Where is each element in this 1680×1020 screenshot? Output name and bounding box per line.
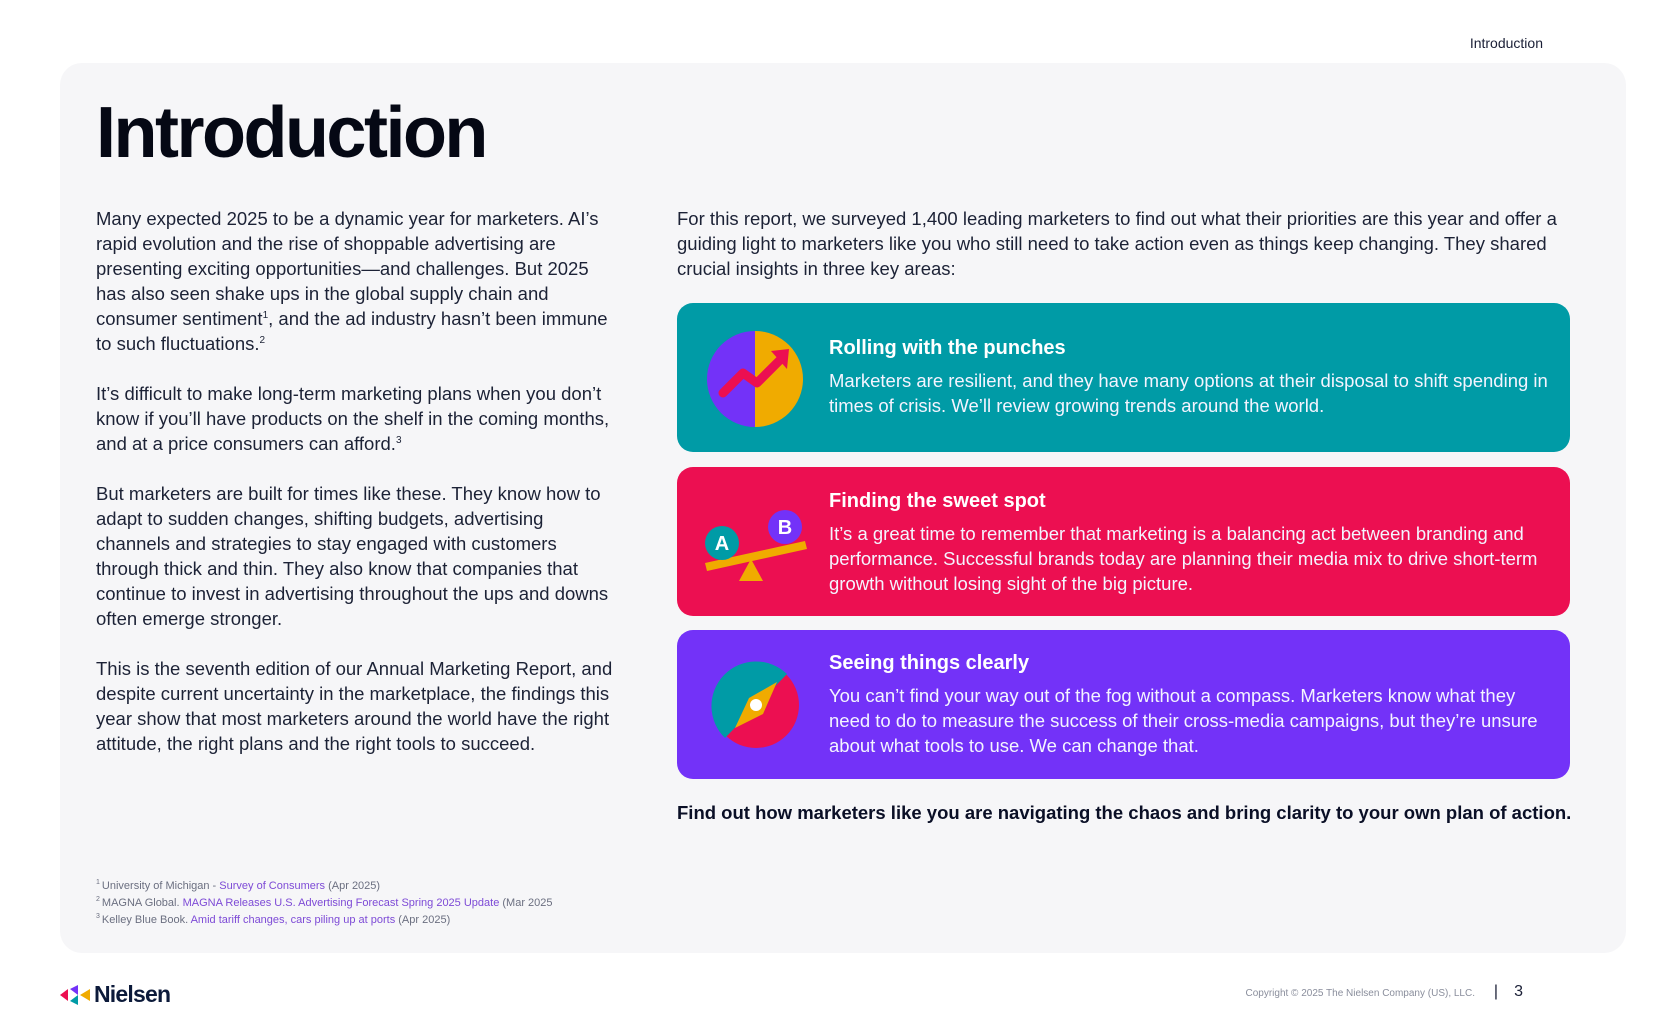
paragraph-2 bbox=[96, 381, 616, 456]
insight-title: Rolling with the punches bbox=[829, 337, 1066, 359]
page-number: 3 bbox=[1514, 983, 1523, 1000]
compass-icon bbox=[711, 660, 801, 755]
page-title: Introduction bbox=[96, 93, 486, 173]
paragraph-1 bbox=[96, 206, 616, 356]
paragraph-1-text-b: , and the ad industry hasn’t been immune to such fluctuations. bbox=[96, 308, 608, 354]
footnote-link-3[interactable]: Amid tariff changes, cars piling up at ports bbox=[190, 914, 396, 926]
nielsen-logo bbox=[60, 981, 170, 1008]
ab-balance-icon bbox=[701, 499, 811, 594]
paragraph-4: This is the seventh edition of our Annual Marketing Report, and despite current uncertainty in the marketplace, the findings this year show that most marketers around the world have the right attitude, the right plans and the right tools to succeed. bbox=[96, 658, 613, 754]
insight-box-sweet-spot[interactable] bbox=[677, 467, 1570, 616]
right-intro: For this report, we surveyed 1,400 leading marketers to find out what their priorities are this year and offer a guiding light to marketers like you who still need to take action even as things keep changing. They shared crucial insights in three key areas: bbox=[677, 208, 1557, 279]
nielsen-mark-icon bbox=[60, 985, 90, 1005]
insight-text: It’s a great time to remember that marketing is a balancing act between branding and performance. Successful brands today are planning their media mix to drive short-term growth without losing sight of the big picture. bbox=[829, 523, 1538, 594]
insight-text: You can’t find your way out of the fog without a compass. Marketers know what they need to do to measure the success of their cross-media campaigns, but they’re unsure about what tools to use. We can change that. bbox=[829, 685, 1538, 756]
footnote-ref-1[interactable]: 1 bbox=[262, 309, 269, 321]
footnote-ref-3[interactable]: 3 bbox=[395, 434, 402, 446]
page-separator: | bbox=[1493, 983, 1498, 1000]
left-column bbox=[96, 206, 616, 781]
copyright: Copyright © 2025 The Nielsen Company (US), LLC. bbox=[1245, 988, 1475, 999]
insight-title: Finding the sweet spot bbox=[829, 490, 1046, 512]
footnote-2: $^2$ MAGNA Global. MAGNA Releases U.S. Advertising Forecast Spring 2025 Update (Mar 2025 bbox=[96, 896, 553, 909]
paragraph-2-text: It’s difficult to make long-term marketing plans when you don’t know if you’ll have products on the shelf in the coming months, and at a price consumers can afford. bbox=[96, 383, 610, 454]
trend-chart-icon bbox=[705, 329, 805, 434]
footnote-link-2[interactable]: MAGNA Releases U.S. Advertising Forecast Spring 2025 Update bbox=[182, 897, 500, 909]
insight-box-rolling[interactable] bbox=[677, 303, 1570, 452]
call-to-action: Find out how marketers like you are navigating the chaos and bring clarity to your own plan of action. bbox=[677, 802, 1572, 823]
icon-letter-a: A bbox=[714, 533, 730, 555]
section-label: Introduction bbox=[1469, 35, 1543, 51]
paragraph-3: But marketers are built for times like these. They know how to adapt to sudden changes, shifting budgets, advertising channels and strategies to stay engaged with customers through thick and thin. They also know that companies that continue to invest in advertising throughout the ups and downs often emerge stronger. bbox=[96, 483, 609, 629]
footnote-1: $^1$ University of Michigan - Survey of Consumers (Apr 2025) bbox=[96, 879, 381, 892]
insight-title: Seeing things clearly bbox=[829, 652, 1030, 674]
insight-box-seeing-clearly[interactable] bbox=[677, 630, 1570, 779]
footnote-3: $^3$ Kelley Blue Book. Amid tariff changes, cars piling up at ports (Apr 2025) bbox=[96, 913, 451, 926]
brand-name: Nielsen bbox=[94, 981, 171, 1007]
icon-letter-b: B bbox=[777, 517, 793, 539]
footnotes bbox=[96, 878, 553, 929]
insight-text: Marketers are resilient, and they have many options at their disposal to shift spending in times of crisis. We’ll review growing trends around the world. bbox=[829, 370, 1548, 416]
footnote-ref-2[interactable]: 2 bbox=[259, 334, 266, 346]
footnote-link-1[interactable]: Survey of Consumers bbox=[219, 880, 326, 892]
paragraph-1-text-a: Many expected 2025 to be a dynamic year for marketers. AI’s rapid evolution and the rise of shoppable advertising are presenting exciting opportunities—and challenges. But 2025 has also seen shake ups in the global supply chain and consumer sentiment bbox=[96, 208, 599, 329]
